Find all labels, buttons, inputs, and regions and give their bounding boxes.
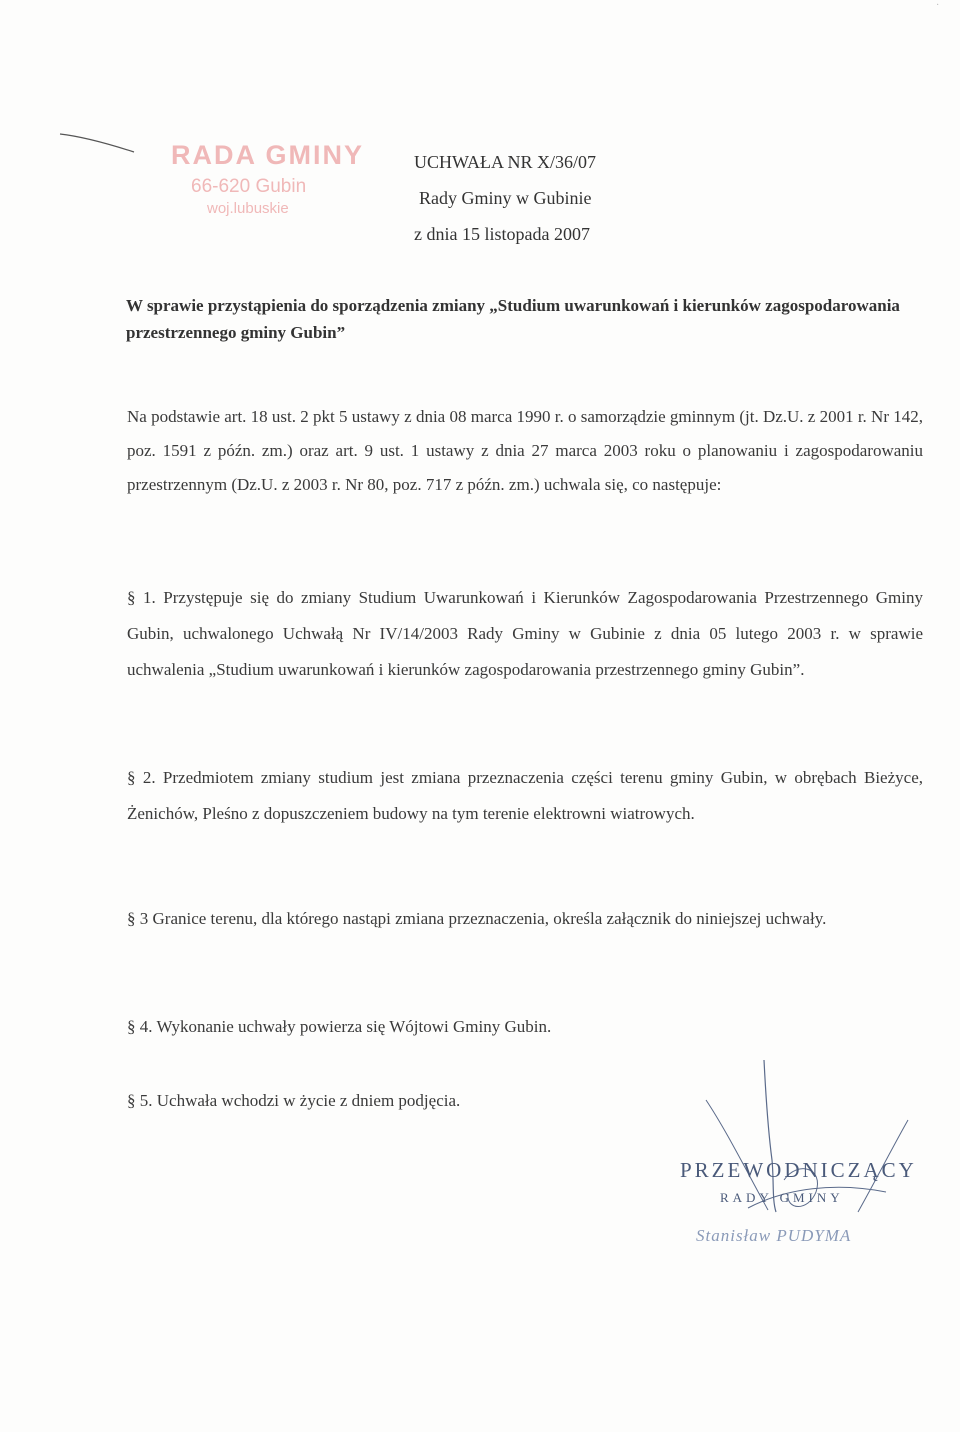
signature-title: PRZEWODNICZĄCY [680,1158,917,1182]
legal-basis: Na podstawie art. 18 ust. 2 pkt 5 ustawy z dnia 08 marca 1990 r. o samorządzie gminnym (jt. Dz.U. z 2001 r. Nr 142, poz. 1591 z późn. zm.) oraz art. 9 ust. 1 ustawy z dnia 27 marca 2003 roku o planowaniu i zagospodarowaniu przestrzennym (Dz.U. z 2003 r. Nr 80, poz. 717 z późn. zm.) uchwala się, co następuje: [127,407,923,494]
stamp-council-name: RADA GMINY [171,140,364,170]
resolution-date: z dnia 15 listopada 2007 [414,224,590,244]
resolution-subject: W sprawie przystąpienia do sporządzenia zmiany „Studium uwarunkowań i kierunków zagospodarowania przestrzennego gminy Gubin” [126,296,900,342]
resolution-council: Rady Gminy w Gubinie [419,188,592,208]
chairman-signature [676,1060,926,1260]
scan-speck: · [936,0,940,11]
paragraph-4: § 4. Wykonanie uchwały powierza się Wójtowi Gminy Gubin. [127,1017,552,1036]
paragraph-1: § 1. Przystępuje się do zmiany Studium Uwarunkowań i Kierunków Zagospodarowania Przestrzennego Gminy Gubin, uchwalonego Uchwałą Nr IV/14/2003 Rady Gminy w Gubinie z dnia 05 lutego 2003 r. w sprawie uchwalenia „Studium uwarunkowań i kierunków zagospodarowania przestrzennego gminy Gubin”. [127,588,923,679]
pen-mark [58,128,138,158]
stamp-voivodeship: woj.lubuskie [207,200,289,217]
signature-subtitle: RADY GMINY [720,1190,844,1205]
resolution-title: UCHWAŁA NR X/36/07 [414,152,597,172]
stamp-postal-code: 66-620 Gubin [191,176,307,197]
council-stamp [165,140,365,220]
paragraph-5: § 5. Uchwała wchodzi w życie z dniem podjęcia. [127,1091,461,1110]
resolution-header [414,144,596,252]
paragraph-2: § 2. Przedmiotem zmiany studium jest zmiana przeznaczenia części terenu gminy Gubin, w obrębach Bieżyce, Żenichów, Pleśno z dopuszczeniem budowy na tym terenie elektrowni wiatrowych. [127,768,923,823]
paragraph-3: § 3 Granice terenu, dla którego nastąpi zmiana przeznaczenia, określa załącznik do niniejszej uchwały. [127,909,827,928]
signature-name: Stanisław PUDYMA [696,1226,852,1245]
